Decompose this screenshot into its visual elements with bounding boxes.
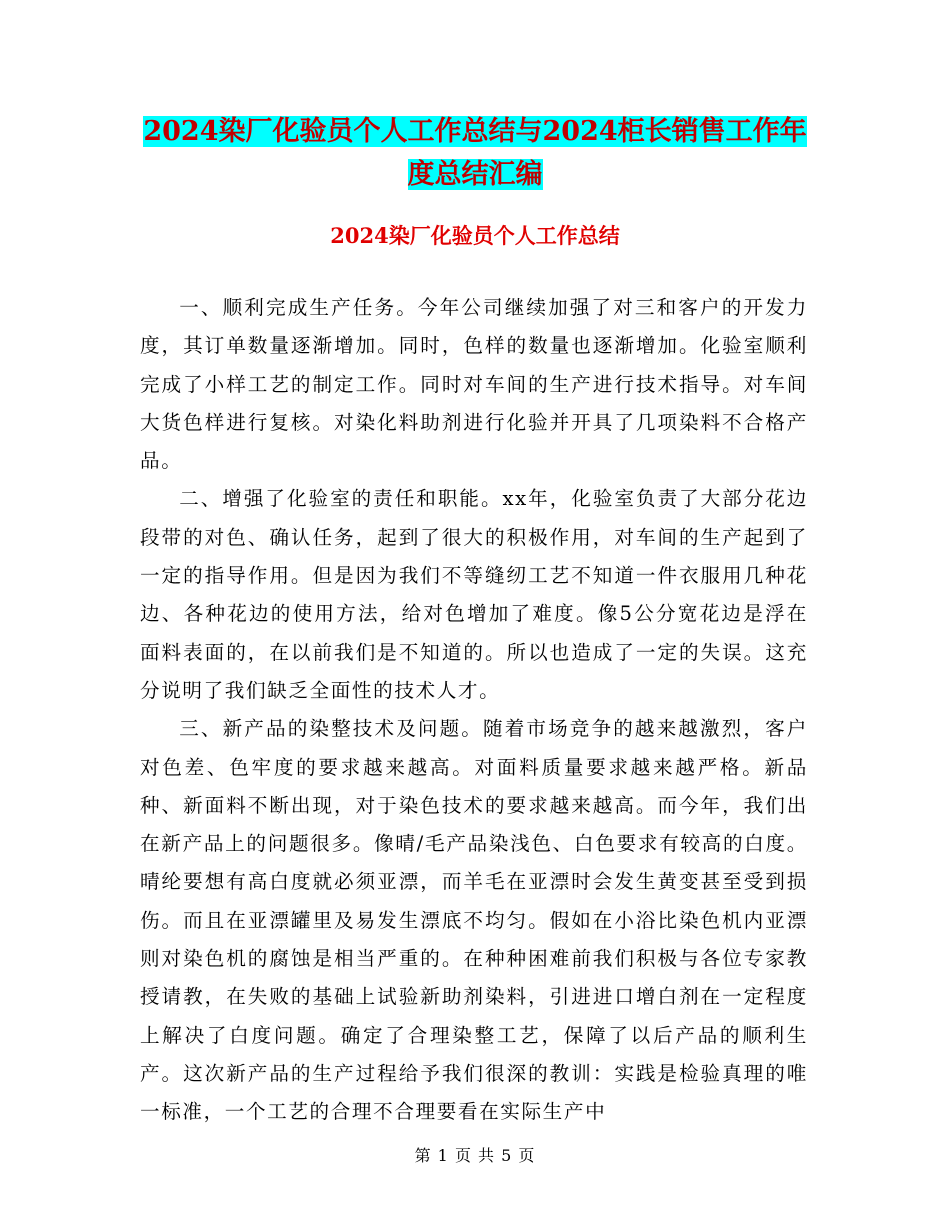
section-title: 2024染厂化验员个人工作总结 [330, 223, 620, 248]
document-title [0, 110, 950, 196]
document-title-line-1: 2024染厂化验员个人工作总结与2024柜长销售工作年 [143, 116, 807, 147]
paragraph-1: 一、顺利完成生产任务。今年公司继续加强了对三和客户的开发力度，其订单数量逐渐增加。同时，色样的数量也逐渐增加。化验室顺利完成了小样工艺的制定工作。同时对车间的生产进行技术指导。对车间大货色样进行复核。对染化料助剂进行化验并开具了几项染料不合格产品。 [140, 296, 808, 473]
paragraph-3: 三、新产品的染整技术及问题。随着市场竞争的越来越激烈，客户对色差、色牢度的要求越来越高。对面料质量要求越来越严格。新品种、新面料不断出现，对于染色技术的要求越来越高。而今年，我们出在新产品上的问题很多。像晴/毛产品染浅色、白色要求有较高的白度。晴纶要想有高白度就必须亚漂，而羊毛在亚漂时会发生黄变甚至受到损伤。而且在亚漂罐里及易发生漂底不均匀。假如在小浴比染色机内亚漂则对染色机的腐蚀是相当严重的。在种种困难前我们积极与各位专家教授请教，在失败的基础上试验新助剂染料，引进进口增白剂在一定程度上解决了白度问题。确定了合理染整工艺，保障了以后产品的顺利生产。这次新产品的生产过程给予我们很深的教训：实践是检验真理的唯一标准，一个工艺的合理不合理要看在实际生产中 [140, 717, 808, 1124]
paragraph-2: 二、增强了化验室的责任和职能。xx年，化验室负责了大部分花边段带的对色、确认任务，起到了很大的积极作用，对车间的生产起到了一定的指导作用。但是因为我们不等缝纫工艺不知道一件衣服用几种花边、各种花边的使用方法，给对色增加了难度。像5公分宽花边是浮在面料表面的，在以前我们是不知道的。所以也造成了一定的失误。这充分说明了我们缺乏全面性的技术人才。 [140, 487, 808, 702]
document-body [140, 289, 808, 1132]
page-footer: 第 1 页 共 5 页 [414, 1146, 536, 1165]
document-title-line-2: 度总结汇编 [407, 159, 543, 190]
